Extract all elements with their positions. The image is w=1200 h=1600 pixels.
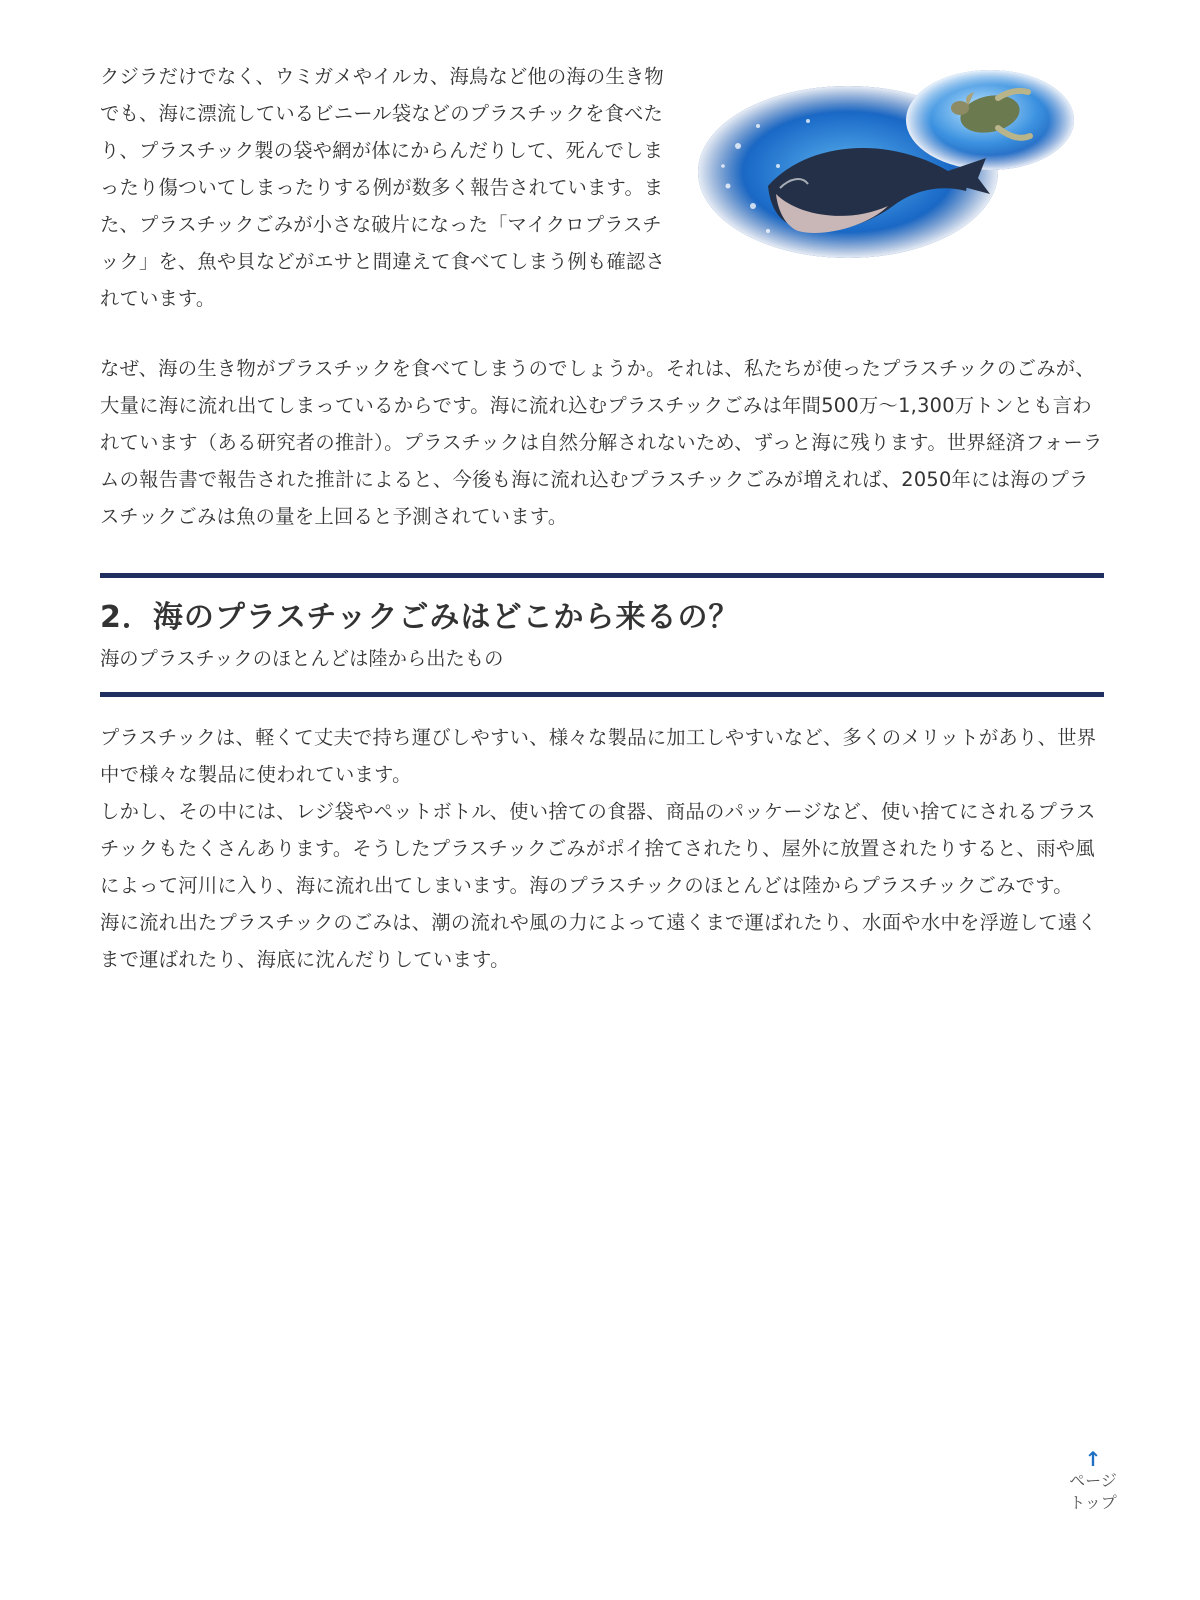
section-divider-top: [100, 573, 1104, 578]
arrow-up-icon: ↑: [1084, 1447, 1102, 1471]
paragraph-plastic-outflow: なぜ、海の生き物がプラスチックを食べてしまうのでしょうか。それは、私たちが使ったプラスチックのごみが、大量に海に流れ出てしまっているからです。海に流れ込むプラスチックごみは年間500万～1,300万トンとも言われています（ある研究者の推計）。プラスチックは自然分解されないため、ずっと海に残ります。世界経済フォーラムの報告書で報告された推計によると、今後も海に流れ込むプラスチックごみが増えれば、2050年には海のプラスチックごみは魚の量を上回ると予測されています。: [100, 357, 1103, 528]
intro-paragraph: クジラだけでなく、ウミガメやイルカ、海鳥など他の海の生き物でも、海に漂流しているビニール袋などのプラスチックを食べたり、プラスチック製の袋や網が体にからんだりして、死んでしまったり傷ついてしまったりする例が数多く報告されています。また、プラスチックごみが小さな破片になった「マイクロプラスチック」を、魚や貝などがエサと間違えて食べてしまう例も確認されています。: [100, 65, 665, 310]
page-top-button[interactable]: [1054, 1448, 1132, 1530]
whale-and-sea-turtle-illustration: [698, 66, 1080, 262]
body-paragraph: しかし、その中には、レジ袋やペットボトル、使い捨ての食器、商品のパッケージなど、使い捨てにされるプラスチックもたくさんあります。そうしたプラスチックごみがポイ捨てされたり、屋外に放置されたりすると、雨や風によって河川に入り、海に流れ出てしまいます。海のプラスチックのほとんどは陸からプラスチックごみです。: [100, 800, 1096, 897]
section-body: [100, 719, 1104, 978]
page-top-label-line2: トップ: [1069, 1493, 1117, 1512]
article-content: [100, 58, 1104, 978]
intro-section: [100, 58, 1104, 320]
section-subtitle: 海のプラスチックのほとんどは陸から出たもの: [100, 647, 504, 670]
page-top-label-line1: ページ: [1069, 1471, 1117, 1490]
body-paragraph: プラスチックは、軽くて丈夫で持ち運びしやすい、様々な製品に加工しやすいなど、多くのメリットがあり、世界中で様々な製品に使われています。: [100, 726, 1097, 786]
section-divider-bottom: [100, 692, 1104, 697]
body-paragraph: 海に流れ出たプラスチックのごみは、潮の流れや風の力によって遠くまで運ばれたり、水面や水中を浮遊して遠くまで運ばれたり、海底に沈んだりしています。: [100, 911, 1098, 971]
section-title: 2．海のプラスチックごみはどこから来るの？: [100, 600, 740, 635]
